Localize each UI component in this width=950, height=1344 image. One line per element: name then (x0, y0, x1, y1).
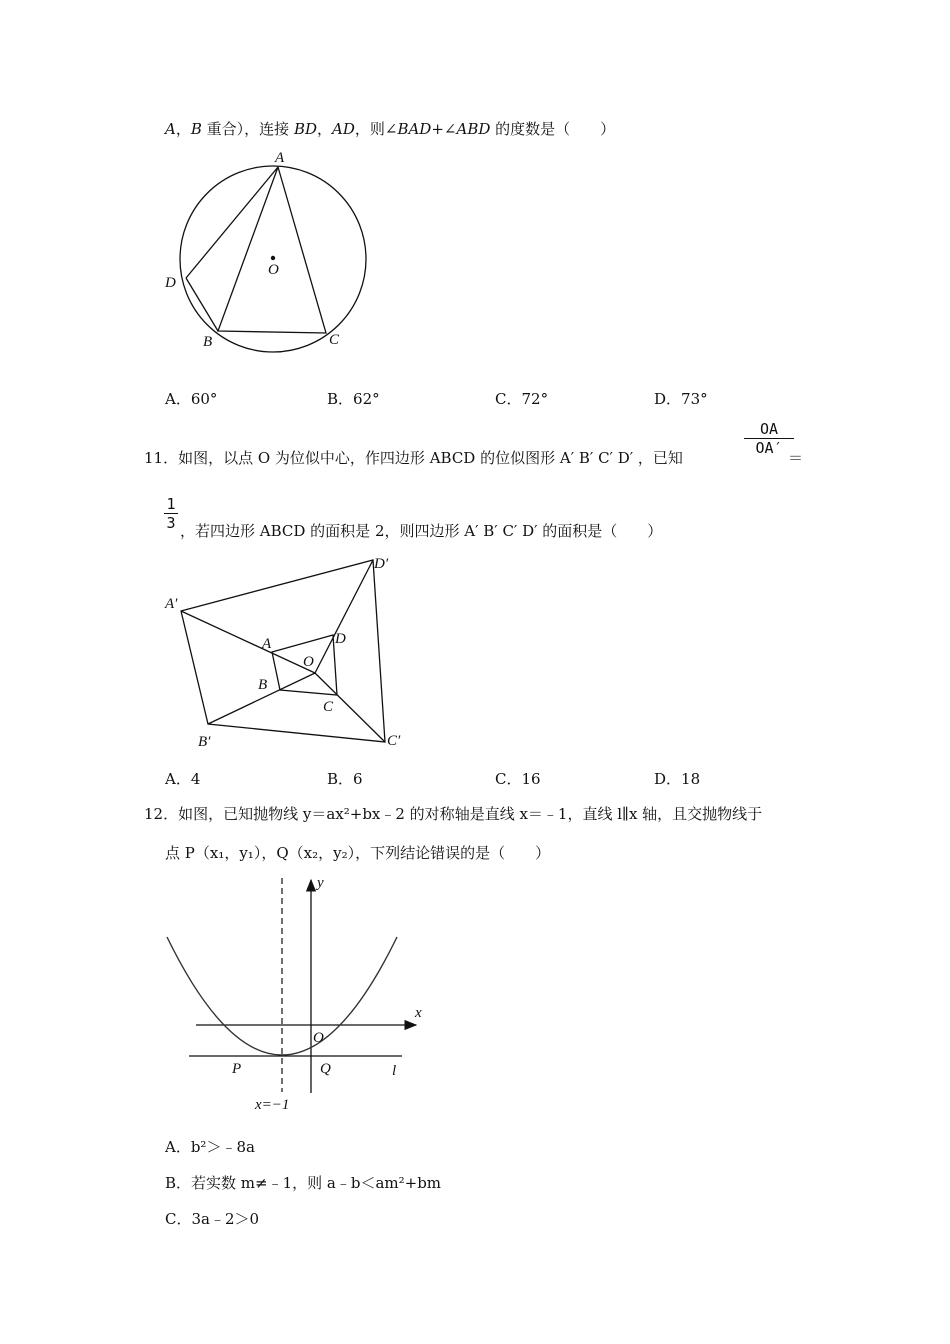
q11-option-a: A．4 (165, 770, 201, 788)
q11-label-o: O (303, 654, 314, 670)
q11-label-c: C (323, 699, 334, 715)
q10-intro-ad: AD (332, 120, 355, 138)
q10-intro-text3: +∠ (431, 120, 457, 138)
q10-option-a: A．60° (165, 390, 218, 408)
q12-option-c: C．3a﹣2＞0 (165, 1210, 260, 1228)
q10-intro-b: B (190, 120, 202, 138)
q12-option-a: A．b²＞﹣8a (165, 1138, 255, 1156)
q10-intro-text1: 重合），连接 (201, 120, 294, 138)
q11-label-a: A (262, 636, 272, 652)
q12-label-p: P (232, 1061, 242, 1077)
q12-stem-line1: 12．如图，已知抛物线 y＝ax²+bx﹣2 的对称轴是直线 x＝﹣1，直线 l∥x 轴，且交抛物线于 (144, 805, 763, 823)
q12-label-l: l (392, 1063, 397, 1079)
q11-ratio-denominator: OA′ (755, 439, 783, 457)
q11-option-c: C．16 (495, 770, 541, 788)
q10-intro-bd: BD (293, 120, 317, 138)
q10-label-c: C (329, 332, 340, 348)
q11-label-cp: C′ (387, 733, 401, 749)
q10-intro-text2: ，则∠ (354, 120, 398, 138)
q12-label-o: O (313, 1030, 324, 1046)
q12-label-q: Q (320, 1061, 331, 1077)
q12-label-x: x (415, 1005, 422, 1021)
q11-equals: ＝ (788, 449, 804, 467)
q10-label-o: O (268, 262, 279, 278)
q12-label-y: y (317, 875, 324, 891)
q11-label-dp: D′ (374, 556, 389, 572)
q10-intro-bad: BAD (397, 120, 432, 138)
q11-option-d: D．18 (654, 770, 701, 788)
q11-stem-line1: 11．如图，以点 O 为位似中心，作四边形 ABCD 的位似图形 A′ B′ C′ D′ ，已知 (144, 449, 683, 467)
q10-option-b: B．62° (327, 390, 380, 408)
q10-label-b: B (203, 334, 213, 350)
q11-label-bp: B′ (198, 734, 211, 750)
q10-option-c: C．72° (495, 390, 549, 408)
q10-label-a: A (275, 150, 285, 166)
q10-label-d: D (165, 275, 176, 291)
q10-intro-end: 的度数是（ ） (490, 120, 616, 138)
q12-option-b: B．若实数 m≠﹣1，则 a﹣b＜am²+bm (165, 1174, 442, 1192)
q11-ratio-numerator: OA (759, 420, 779, 438)
q11-stem-line2: ，若四边形 ABCD 的面积是 2，则四边形 A′ B′ C′ D′ 的面积是（ ） (180, 522, 663, 540)
q12-parabola (167, 937, 397, 1055)
q11-label-d: D (335, 631, 346, 647)
q11-label-ap: A′ (165, 596, 178, 612)
q10-intro-sep1: ， (175, 120, 191, 138)
q10-intro-abd: ABD (456, 120, 491, 138)
q12-label-axis: x=−1 (255, 1097, 290, 1113)
q10-option-d: D．73° (654, 390, 708, 408)
q10-intro-a: A (165, 120, 176, 138)
q11-label-b: B (258, 677, 268, 693)
q12-stem-line2: 点 P（x₁，y₁），Q（x₂，y₂），下列结论错误的是（ ） (165, 844, 551, 862)
q11-option-b: B．6 (327, 770, 363, 788)
q10-intro-sep2: ， (317, 120, 333, 138)
q11-value-numerator: 1 (166, 495, 176, 513)
q11-value-denominator: 3 (166, 514, 176, 532)
